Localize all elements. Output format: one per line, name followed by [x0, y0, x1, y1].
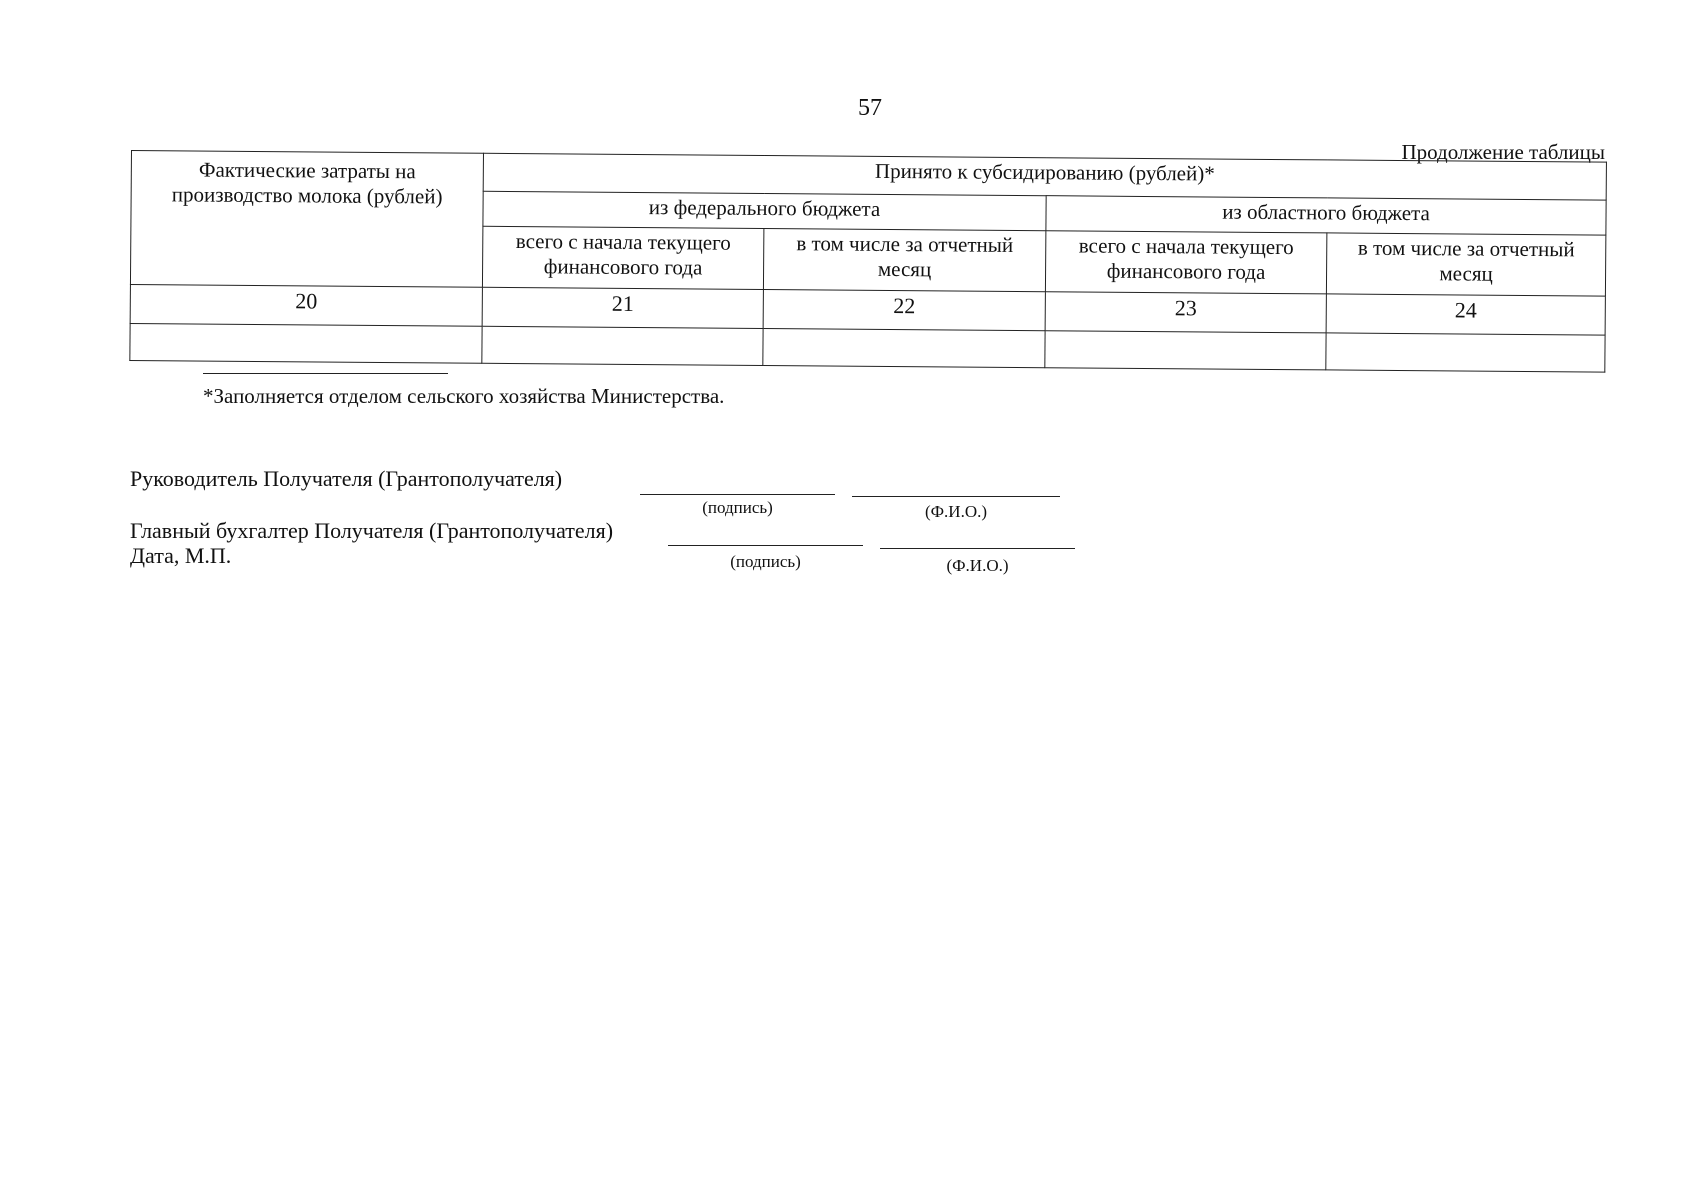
header-accepted-subsidy: Принято к субсидированию (рублей)*	[483, 153, 1606, 200]
empty-cell[interactable]	[1326, 333, 1605, 372]
column-number: 21	[482, 287, 763, 328]
header-federal-month: в том числе за отчетный месяц	[763, 228, 1045, 291]
page-number: 57	[858, 95, 882, 121]
empty-cell[interactable]	[1045, 331, 1326, 370]
empty-cell[interactable]	[482, 326, 763, 365]
header-regional-budget: из областного бюджета	[1046, 196, 1606, 235]
header-regional-month: в том числе за отчетный месяц	[1326, 233, 1606, 296]
column-number: 23	[1045, 292, 1326, 333]
column-number: 24	[1326, 294, 1605, 335]
footnote: *Заполняется отделом сельского хозяйства Министерства.	[203, 384, 725, 408]
header-regional-total: всего с начала текущего финансового года	[1045, 231, 1326, 294]
column-number: 20	[130, 284, 482, 326]
subsidy-table	[129, 150, 1607, 373]
empty-cell[interactable]	[130, 323, 482, 363]
empty-cell[interactable]	[763, 328, 1045, 367]
table-container	[129, 150, 1606, 373]
accountant-signature-label: Главный бухгалтер Получателя (Грантополучателя)	[130, 518, 614, 543]
head-name-caption: (Ф.И.О.)	[924, 502, 988, 521]
head-signature-label: Руководитель Получателя (Грантополучателя)	[130, 466, 563, 491]
head-signature-caption: (подпись)	[702, 498, 773, 517]
header-federal-total: всего с начала текущего финансового года	[482, 226, 763, 289]
column-number: 22	[763, 289, 1045, 330]
accountant-signature-caption: (подпись)	[730, 552, 801, 571]
footnote-divider	[203, 373, 448, 374]
header-actual-costs: Фактические затраты на производство молока (рублей)	[130, 151, 483, 288]
head-signature-line[interactable]	[640, 494, 835, 495]
header-federal-budget: из федерального бюджета	[483, 191, 1046, 230]
continuation-label: Продолжение таблицы	[1401, 140, 1605, 164]
accountant-name-caption: (Ф.И.О.)	[946, 556, 1009, 575]
accountant-name-line[interactable]	[880, 548, 1075, 549]
accountant-signature-line[interactable]	[668, 545, 863, 546]
date-stamp-label: Дата, М.П.	[130, 543, 232, 568]
head-name-line[interactable]	[852, 496, 1060, 497]
